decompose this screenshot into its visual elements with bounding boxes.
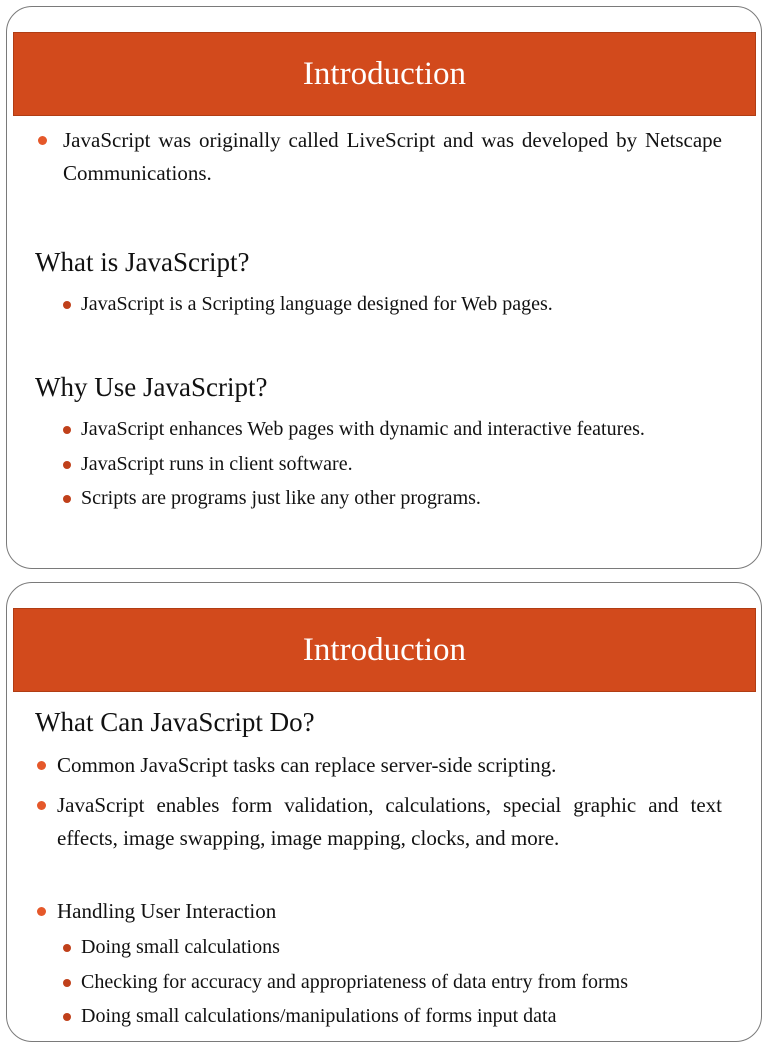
list-item bbox=[63, 124, 722, 190]
bullet-icon bbox=[37, 801, 46, 810]
list-item bbox=[81, 966, 741, 999]
slide-title: Introduction bbox=[302, 55, 467, 92]
list-item-text: JavaScript was originally called LiveScript and was developed by Netscape Communications. bbox=[63, 128, 722, 185]
bullet-icon bbox=[37, 761, 46, 770]
list-item bbox=[81, 413, 741, 446]
bullet-icon bbox=[63, 1013, 71, 1021]
slide-1 bbox=[6, 6, 762, 569]
bullet-icon bbox=[63, 426, 71, 434]
slide-title-bar bbox=[13, 608, 756, 692]
list-item-text: JavaScript enables form validation, calculations, special graphic and text effects, image swapping, image mapping, clocks, and more. bbox=[57, 793, 722, 850]
bullet-icon bbox=[63, 461, 71, 469]
list-item bbox=[81, 448, 731, 481]
slide-title-bar bbox=[13, 32, 756, 116]
slide-title: Introduction bbox=[302, 631, 467, 668]
bullet-icon bbox=[63, 979, 71, 987]
list-item-text: JavaScript enhances Web pages with dynamic and interactive features. bbox=[81, 418, 645, 440]
list-item-text: JavaScript runs in client software. bbox=[81, 453, 353, 475]
section-heading: What is JavaScript? bbox=[35, 247, 250, 277]
list-item-text: Common JavaScript tasks can replace server-side scripting. bbox=[57, 753, 557, 777]
section-heading: What Can JavaScript Do? bbox=[35, 707, 315, 737]
list-item bbox=[57, 895, 722, 928]
slide-2 bbox=[6, 582, 762, 1042]
list-item bbox=[81, 1000, 741, 1033]
list-item-text: Doing small calculations bbox=[81, 936, 280, 958]
list-item-text: Scripts are programs just like any other programs. bbox=[81, 487, 481, 509]
list-item bbox=[81, 931, 741, 964]
list-item bbox=[81, 482, 731, 515]
bullet-icon bbox=[63, 301, 71, 309]
section-heading: Why Use JavaScript? bbox=[35, 372, 268, 402]
bullet-icon bbox=[38, 136, 47, 145]
list-item bbox=[57, 789, 722, 855]
bullet-icon bbox=[63, 495, 71, 503]
list-item bbox=[57, 749, 722, 782]
list-item-text: Handling User Interaction bbox=[57, 899, 277, 923]
bullet-icon bbox=[63, 944, 71, 952]
bullet-icon bbox=[37, 907, 46, 916]
list-item-text: JavaScript is a Scripting language designed for Web pages. bbox=[81, 293, 553, 315]
list-item bbox=[81, 288, 731, 321]
list-item-text: Checking for accuracy and appropriateness of data entry from forms bbox=[81, 971, 629, 993]
list-item-text: Doing small calculations/manipulations of forms input data bbox=[81, 1005, 557, 1027]
